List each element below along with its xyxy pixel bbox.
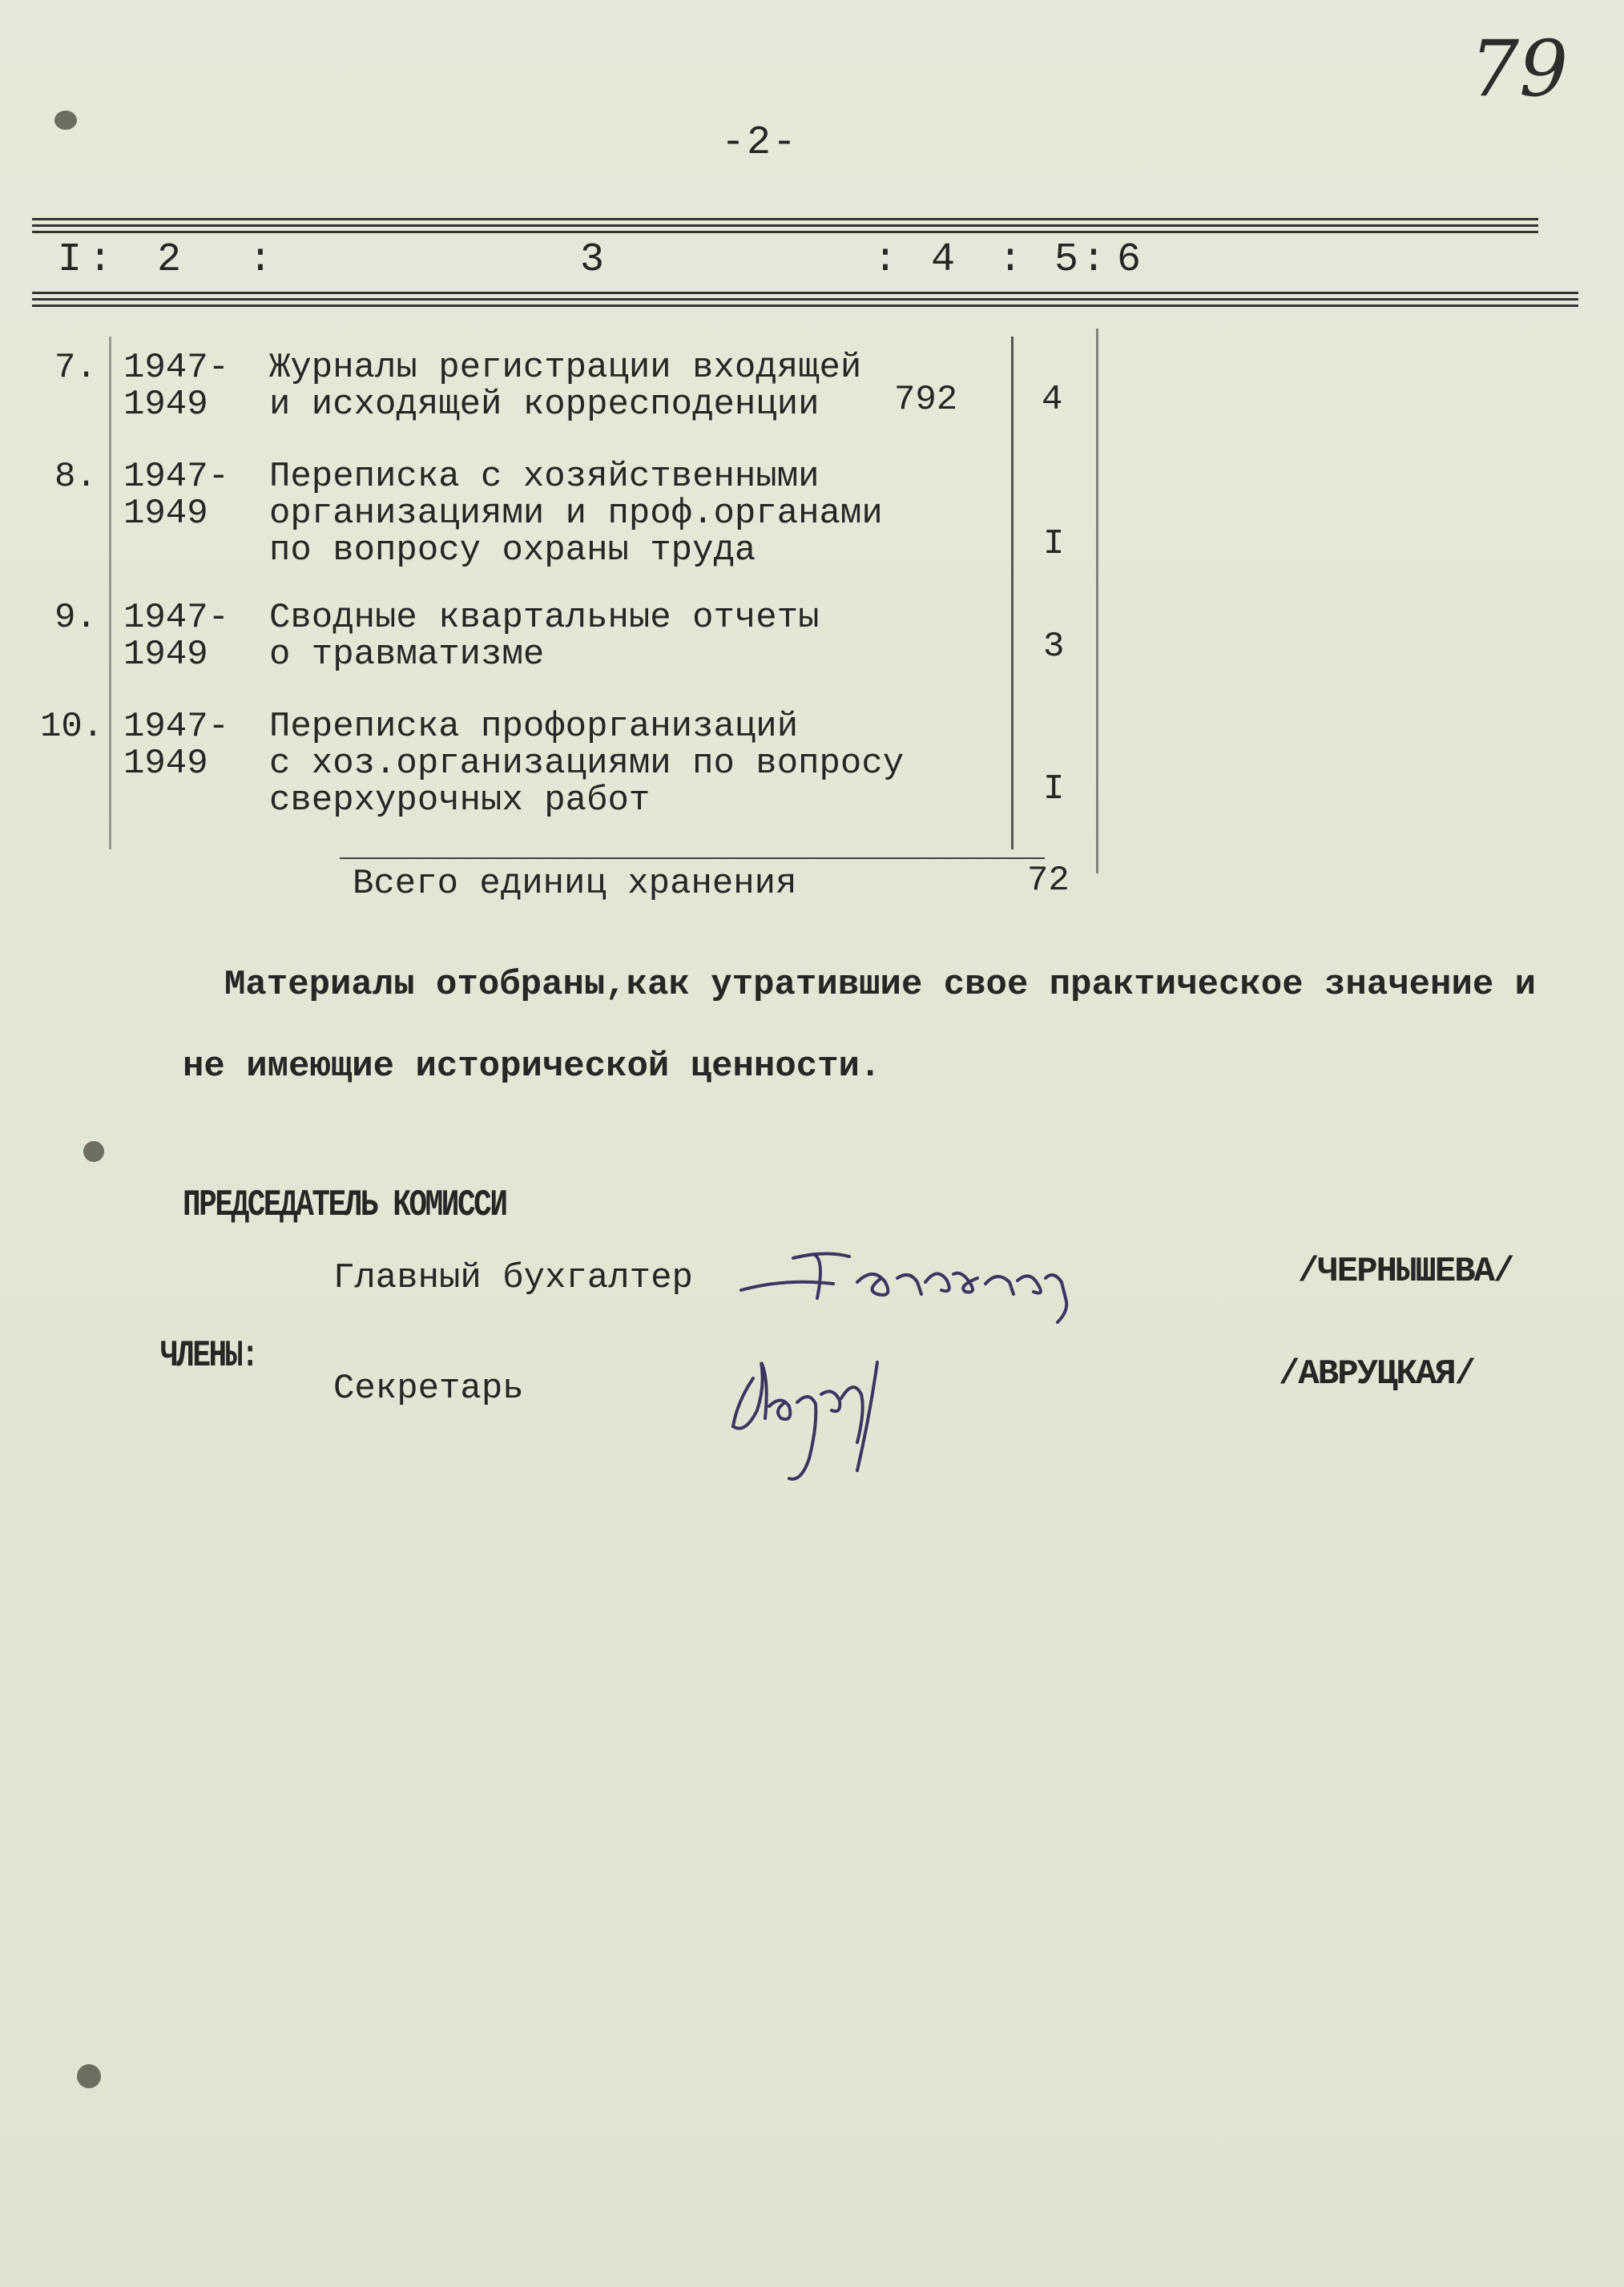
column-separator: : [248,237,273,283]
row-title-line: Переписка профорганизаций [269,707,799,747]
row-number: 10. [40,707,104,747]
column-header-6: 6 [1117,237,1142,283]
chairman-name: /ЧЕРНЫШЕВА/ [1298,1252,1513,1292]
row-col4: 792 [894,380,958,420]
total-rule [340,857,1045,859]
row-years-end: 1949 [123,385,208,425]
member-name: /АВРУЦКАЯ/ [1279,1354,1475,1394]
header-rule-top-3 [32,231,1538,233]
column-header-3: 3 [580,237,605,283]
chairman-position: Главный бухгалтер [333,1258,693,1298]
punch-hole [83,1141,104,1162]
column-line [1096,329,1098,873]
archive-number: 79 [1470,24,1569,114]
note-line: Материалы отобраны,как утратившие свое практическое значение и [224,965,1537,1005]
member-signature [721,1330,929,1490]
header-rule-top [32,218,1538,220]
row-title-line: по вопросу охраны труда [269,530,756,571]
total-label: Всего единиц хранения [353,864,797,904]
column-separator: : [1082,237,1106,283]
note-line: не имеющие исторической ценности. [183,1047,881,1087]
column-line [109,337,111,849]
row-col5: I [1043,769,1065,809]
row-col5: 4 [1042,380,1063,420]
row-years-start: 1947- [123,348,230,388]
chairman-signature [737,1234,1154,1338]
row-col5: I [1043,524,1065,564]
header-rule-bottom-2 [32,298,1578,300]
punch-hole [54,111,77,130]
header-rule-bottom [32,292,1578,294]
row-title-line: организациями и проф.органами [269,494,883,534]
row-years-start: 1947- [123,707,230,747]
header-rule-top-2 [32,224,1538,227]
row-title-line: с хоз.организациями по вопросу [269,744,905,784]
column-header-5: 5 [1054,237,1079,283]
column-separator: : [998,237,1023,283]
row-title-line: о травматизме [269,635,545,675]
row-title-line: Переписка с хозяйственными [269,457,820,497]
row-years-end: 1949 [123,635,208,675]
row-years-start: 1947- [123,457,230,497]
column-separator: : [873,237,898,283]
column-separator: : [88,237,113,283]
total-value: 72 [1027,861,1070,901]
row-number: 7. [54,348,97,388]
row-title-line: Сводные квартальные отчеты [269,598,820,638]
members-heading: ЧЛЕНЫ: [160,1335,258,1377]
row-number: 8. [54,457,97,497]
row-title-line: Журналы регистрации входящей [269,348,862,388]
row-col5: 3 [1043,627,1065,667]
header-rule-bottom-3 [32,305,1578,307]
chairman-heading: ПРЕДСЕДАТЕЛЬ КОМИССИ [183,1184,506,1226]
column-header-2: 2 [157,237,182,283]
row-years-end: 1949 [123,744,208,784]
punch-hole [77,2064,101,2088]
column-line [1011,337,1013,849]
member-position: Секретарь [333,1369,524,1409]
page-number: -2- [721,120,799,166]
row-number: 9. [54,598,97,638]
row-title-line: и исходящей корресподенции [269,385,820,425]
column-header-1: I [58,237,83,283]
row-years-start: 1947- [123,598,230,638]
row-title-line: сверхурочных работ [269,780,651,821]
row-years-end: 1949 [123,494,208,534]
column-header-4: 4 [931,237,956,283]
